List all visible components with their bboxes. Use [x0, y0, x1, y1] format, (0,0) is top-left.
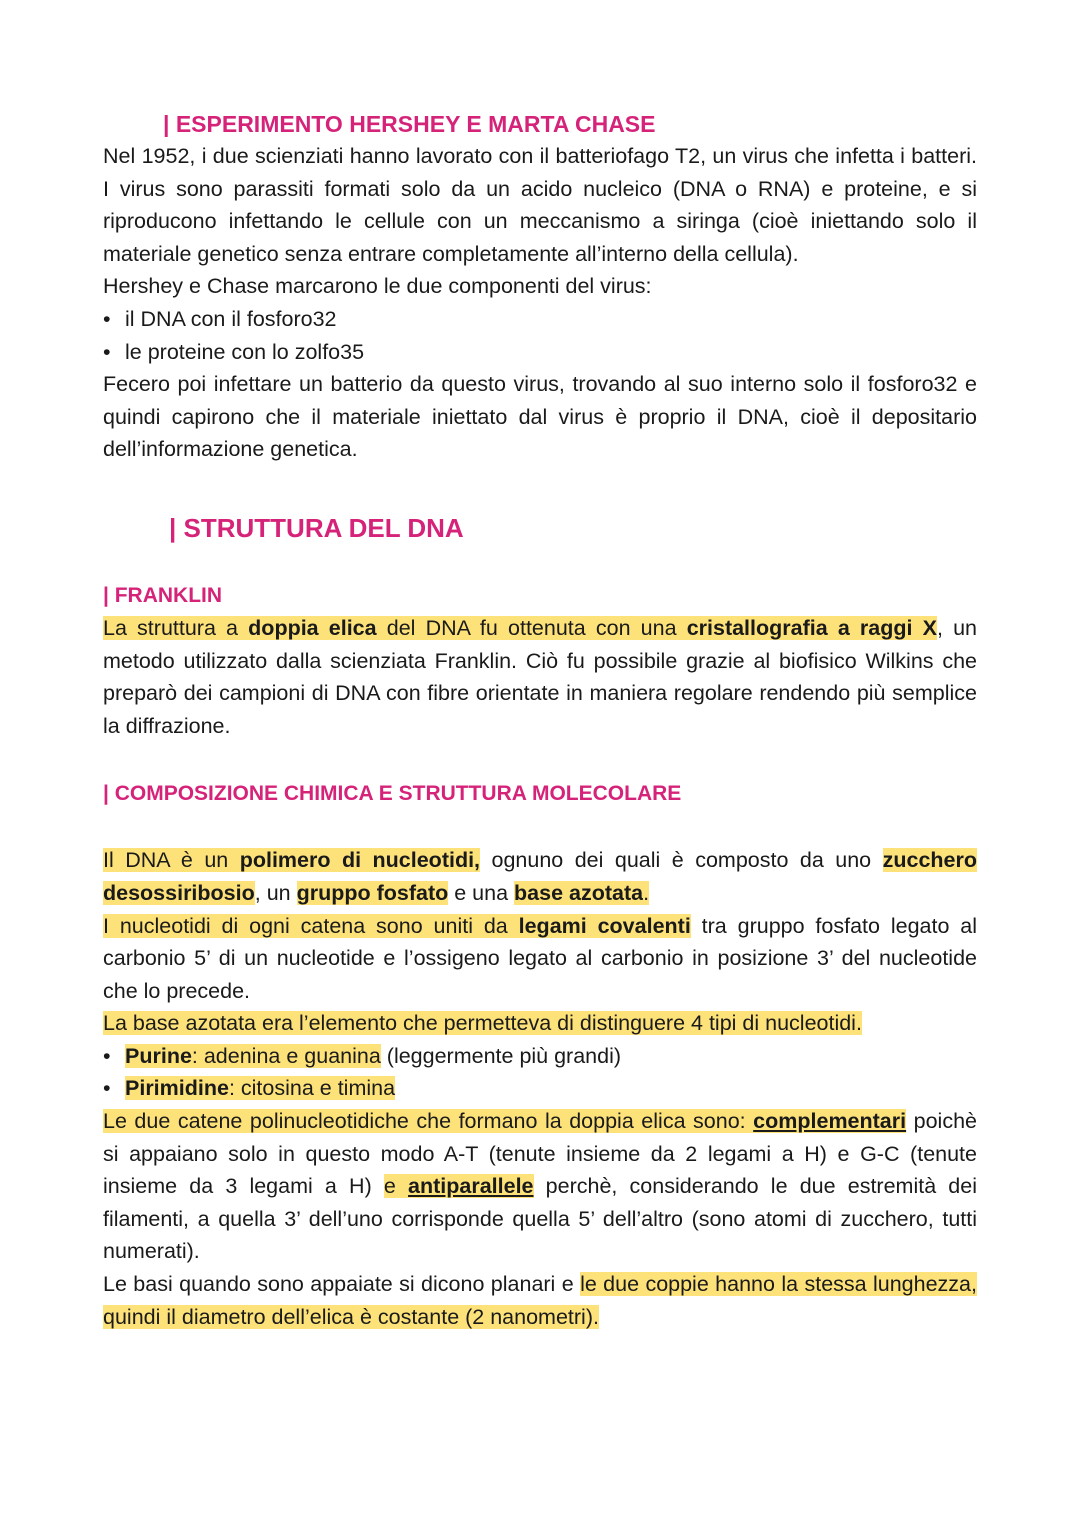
document-page	[103, 108, 977, 1333]
heading-struttura-dna: | STRUTTURA DEL DNA	[169, 512, 464, 543]
bullet-icon: •	[103, 339, 111, 364]
paragraph-base-azotata: La base azotata era l’elemento che permetteva di distinguere 4 tipi di nucleotidi.	[103, 1011, 862, 1036]
list-item: • le proteine con lo zolfo35	[103, 336, 977, 369]
paragraph-catene: Le due catene polinucleotidiche che formano la doppia elica sono: complementari poichè si appaiano solo in questo modo A-T (tenute insieme da 2 legami a H) e G-C (tenute insieme da 3 legami a H) e antiparallele perchè, considerando le due estremità dei filamenti, a quella 3’ dell’uno corrisponde quella 5’ dell’altro (sono atomi di zucchero, tutti numerati).	[103, 1109, 977, 1264]
bullet-icon: •	[103, 1076, 111, 1101]
paragraph-franklin: La struttura a doppia elica del DNA fu ottenuta con una cristallografia a raggi X, un metodo utilizzato dalla scienziata Franklin. Ciò fu possibile grazie al biofisico Wilkins che preparò dei campioni di DNA con fibre orientate in maniera regolare rendendo più semplice la diffrazione.	[103, 615, 978, 738]
heading-composizione: | COMPOSIZIONE CHIMICA E STRUTTURA MOLECOLARE	[103, 782, 682, 806]
list-item: • Purine: adenina e guanina (leggermente più grandi)	[103, 1040, 977, 1073]
heading-franklin: | FRANKLIN	[103, 583, 223, 607]
bullet-icon: •	[103, 1043, 111, 1068]
paragraph-legami: I nucleotidi di ogni catena sono uniti da legami covalenti tra gruppo fosfato legato al carbonio 5’ di un nucleotide e l’ossigeno legato al carbonio in posizione 3’ del nucleotide che lo precede.	[103, 913, 978, 1003]
paragraph-hershey-intro: Nel 1952, i due scienziati hanno lavorato con il batteriofago T2, un virus che infetta i batteri. I virus sono parassiti formati solo da un acido nucleico (DNA o RNA) e proteine, e si riproducono infettando le cellule con un meccanismo a siringa (cioè iniettando solo il materiale genetico senza entrare completamente all’interno della cellula).	[103, 144, 977, 266]
heading-hershey-chase: | ESPERIMENTO HERSHEY E MARTA CHASE	[163, 111, 656, 137]
paragraph-hershey-marking: Hershey e Chase marcarono le due componenti del virus:	[103, 274, 652, 299]
list-item: • Pirimidine: citosina e timina	[103, 1072, 977, 1105]
list-item: • il DNA con il fosforo32	[103, 303, 977, 336]
bullet-icon: •	[103, 306, 111, 331]
paragraph-hershey-result: Fecero poi infettare un batterio da questo virus, trovando al suo interno solo il fosforo32 e quindi capirono che il materiale iniettato dal virus è proprio il DNA, cioè il depositario dell’informazione genetica.	[103, 372, 977, 462]
paragraph-basi-planari: Le basi quando sono appaiate si dicono planari e le due coppie hanno la stessa lunghezza, quindi il diametro dell’elica è costante (2 nanometri).	[103, 1272, 977, 1329]
paragraph-polimero: Il DNA è un polimero di nucleotidi, ognuno dei quali è composto da uno zucchero desossiribosio, un gruppo fosfato e una base azotata.	[103, 848, 977, 905]
